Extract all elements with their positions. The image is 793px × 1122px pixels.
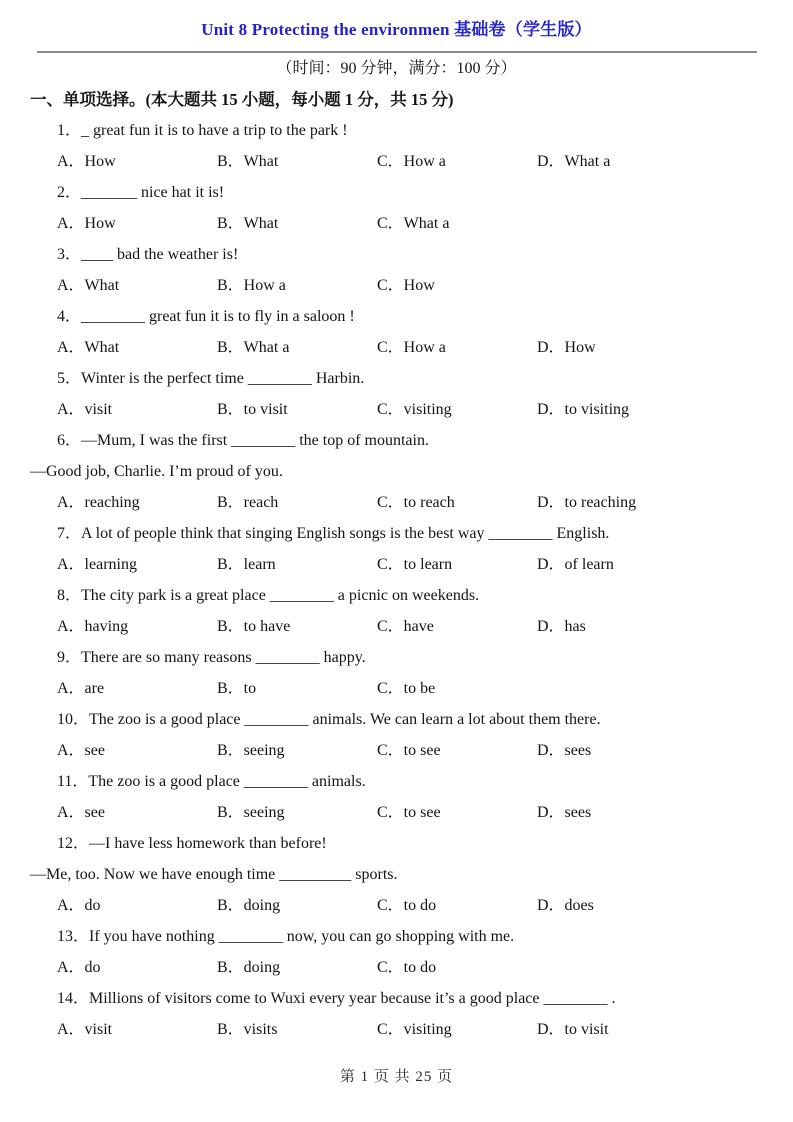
- question-4-option-C: C．How a: [377, 339, 446, 356]
- question-10-option-A: A．see: [57, 742, 105, 759]
- question-8-option-C: C．have: [377, 618, 434, 635]
- question-5-option-A: A．visit: [57, 401, 113, 418]
- question-9-line-1: 9．There are so many reasons ________ happy.: [57, 649, 366, 666]
- question-14-option-D: D．to visit: [537, 1021, 609, 1038]
- question-3-line-1: 3．____ bad the weather is!: [57, 246, 239, 263]
- question-13: [30, 921, 763, 983]
- exam-time-score: （时间：90 分钟，满分：100 分）: [276, 60, 517, 77]
- question-11-option-B: B．seeing: [217, 804, 285, 821]
- section-heading: 一、单项选择。(本大题共 15 小题，每小题 1 分，共 15 分): [30, 90, 454, 109]
- question-14-line-1: 14．Millions of visitors come to Wuxi every year because it’s a good place ________ .: [57, 990, 616, 1007]
- question-7-option-D: D．of learn: [537, 556, 614, 573]
- question-2: [30, 177, 763, 239]
- question-2-options: [30, 208, 763, 239]
- question-4: [30, 301, 763, 363]
- question-6: [30, 425, 763, 518]
- question-12-option-C: C．to do: [377, 897, 437, 914]
- question-12: [30, 828, 763, 921]
- question-12-line-1: 12．—I have less homework than before!: [57, 835, 327, 852]
- question-7: [30, 518, 763, 580]
- question-2-line-1: 2．_______ nice hat it is!: [57, 184, 225, 201]
- question-10-option-B: B．seeing: [217, 742, 285, 759]
- question-5-line-1: 5．Winter is the perfect time ________ Harbin.: [57, 370, 365, 387]
- question-12-line-2: —Me, too. Now we have enough time _________ sports.: [30, 866, 398, 883]
- question-7-line-1: 7．A lot of people think that singing English songs is the best way ________ English.: [57, 525, 610, 542]
- question-9-options: [30, 673, 763, 704]
- page-title: Unit 8 Protecting the environmen 基础卷（学生版）: [201, 20, 592, 39]
- question-1-option-C: C．How a: [377, 153, 446, 170]
- question-9-option-B: B．to: [217, 680, 257, 697]
- question-1-option-A: A．How: [57, 153, 116, 170]
- question-10-line-1: 10．The zoo is a good place ________ animals. We can learn a lot about them there.: [57, 711, 601, 728]
- question-10-options: [30, 735, 763, 766]
- questions: [30, 115, 763, 1045]
- question-11-options: [30, 797, 763, 828]
- question-3: [30, 239, 763, 301]
- question-1-options: [30, 146, 763, 177]
- question-4-option-A: A．What: [57, 339, 120, 356]
- question-11: [30, 766, 763, 828]
- question-4-options: [30, 332, 763, 363]
- question-3-option-B: B．How a: [217, 277, 286, 294]
- question-10-option-D: D．sees: [537, 742, 592, 759]
- question-7-option-A: A．learning: [57, 556, 137, 573]
- question-6-option-D: D．to reaching: [537, 494, 637, 511]
- question-6-line-1: 6．—Mum, I was the first ________ the top of mountain.: [57, 432, 429, 449]
- question-12-option-D: D．does: [537, 897, 594, 914]
- question-12-option-B: B．doing: [217, 897, 281, 914]
- question-1-line-1: 1．_ great fun it is to have a trip to the park !: [57, 122, 348, 139]
- question-5-option-C: C．visiting: [377, 401, 452, 418]
- question-2-option-A: A．How: [57, 215, 116, 232]
- question-5: [30, 363, 763, 425]
- question-12-option-A: A．do: [57, 897, 101, 914]
- question-5-options: [30, 394, 763, 425]
- question-13-option-B: B．doing: [217, 959, 281, 976]
- question-1-option-B: B．What: [217, 153, 279, 170]
- question-8: [30, 580, 763, 642]
- question-10-option-C: C．to see: [377, 742, 441, 759]
- question-6-option-C: C．to reach: [377, 494, 455, 511]
- question-11-option-C: C．to see: [377, 804, 441, 821]
- question-11-option-D: D．sees: [537, 804, 592, 821]
- question-14-option-C: C．visiting: [377, 1021, 452, 1038]
- question-8-option-D: D．has: [537, 618, 586, 635]
- question-4-option-B: B．What a: [217, 339, 290, 356]
- question-4-line-1: 4．________ great fun it is to fly in a saloon !: [57, 308, 355, 325]
- question-6-option-A: A．reaching: [57, 494, 140, 511]
- question-3-option-C: C．How: [377, 277, 435, 294]
- question-13-line-1: 13．If you have nothing ________ now, you can go shopping with me.: [57, 928, 515, 945]
- question-9-option-C: C．to be: [377, 680, 436, 697]
- question-7-option-C: C．to learn: [377, 556, 453, 573]
- question-14: [30, 983, 763, 1045]
- question-1-option-D: D．What a: [537, 153, 611, 170]
- question-8-options: [30, 611, 763, 642]
- question-12-options: [30, 890, 763, 921]
- question-10: [30, 704, 763, 766]
- question-13-options: [30, 952, 763, 983]
- question-11-option-A: A．see: [57, 804, 105, 821]
- question-6-line-2: —Good job, Charlie. I’m proud of you.: [30, 463, 283, 480]
- question-8-option-A: A．having: [57, 618, 129, 635]
- question-14-options: [30, 1014, 763, 1045]
- question-5-option-B: B．to visit: [217, 401, 288, 418]
- question-7-options: [30, 549, 763, 580]
- question-6-options: [30, 487, 763, 518]
- question-3-option-A: A．What: [57, 277, 120, 294]
- question-2-option-B: B．What: [217, 215, 279, 232]
- question-8-line-1: 8．The city park is a great place ________ a picnic on weekends.: [57, 587, 480, 604]
- question-6-option-B: B．reach: [217, 494, 279, 511]
- question-3-options: [30, 270, 763, 301]
- question-2-option-C: C．What a: [377, 215, 450, 232]
- question-4-option-D: D．How: [537, 339, 596, 356]
- question-13-option-A: A．do: [57, 959, 101, 976]
- question-14-option-B: B．visits: [217, 1021, 278, 1038]
- question-9: [30, 642, 763, 704]
- question-9-option-A: A．are: [57, 680, 105, 697]
- question-1: [30, 115, 763, 177]
- question-5-option-D: D．to visiting: [537, 401, 630, 418]
- question-13-option-C: C．to do: [377, 959, 437, 976]
- question-7-option-B: B．learn: [217, 556, 276, 573]
- question-8-option-B: B．to have: [217, 618, 291, 635]
- question-14-option-A: A．visit: [57, 1021, 113, 1038]
- page-number: 第 1 页 共 25 页: [339, 1069, 454, 1085]
- question-11-line-1: 11．The zoo is a good place ________ animals.: [57, 773, 366, 790]
